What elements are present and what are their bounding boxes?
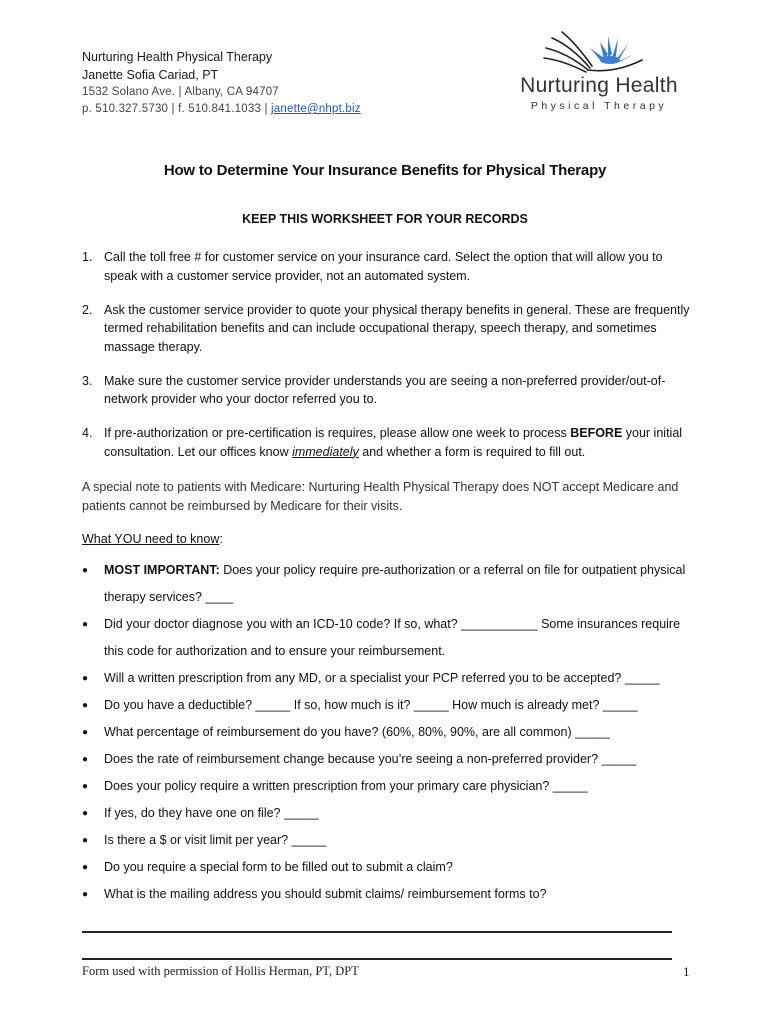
footer-credit: Form used with permission of Hollis Herman, PT, DPT xyxy=(82,964,359,978)
bullet-icon: ● xyxy=(82,565,89,576)
list-item-text: Does the rate of reimbursement change because you’re seeing a non-preferred provider? _____ xyxy=(104,752,637,766)
practice-address: 1532 Solano Ave. | Albany, CA 94707 xyxy=(82,86,279,98)
step-emphasis: immediately xyxy=(292,444,359,459)
heading-text: What YOU need to know xyxy=(82,532,220,546)
bullet-icon: ● xyxy=(82,781,89,792)
list-item xyxy=(82,881,692,908)
list-item xyxy=(82,746,692,773)
list-item xyxy=(82,692,692,719)
list-item xyxy=(82,800,692,827)
step-text-part: your initial consultation. Let our offices know xyxy=(104,426,683,459)
step-text-part: If pre-authorization or pre-certification is requires, please allow one week to process xyxy=(104,426,571,440)
list-item-part: Does your policy require pre-authorization or a referral on file for outpatient physical therapy services? ____ xyxy=(104,563,686,604)
practice-name: Nurturing Health Physical Therapy xyxy=(82,50,273,64)
step-text xyxy=(104,424,692,461)
contact-line xyxy=(82,101,361,118)
step-text: Make sure the customer service provider understands you are seeing a non-preferred provider/out-of-network provider who your doctor referred you to. xyxy=(104,373,666,406)
logo xyxy=(508,30,688,116)
step-text: Ask the customer service provider to quote your physical therapy benefits in general. These are frequently termed rehabilitation benefits and can include occupational therapy, speech therapy, and sometimes massage therapy. xyxy=(104,302,690,354)
step-number: 1. xyxy=(82,250,93,264)
medicare-note: A special note to patients with Medicare: Nurturing Health Physical Therapy does NOT accept Medicare and patients cannot be reimbursed by Medicare for their visits. xyxy=(82,480,679,513)
lotus-hand-icon xyxy=(542,30,646,74)
step-text-part: and whether a form is required to fill out. xyxy=(358,444,586,459)
therapist-name: Janette Sofia Cariad, PT xyxy=(82,68,219,82)
bullet-icon: ● xyxy=(82,862,89,873)
list-item xyxy=(82,773,692,800)
step-number: 2. xyxy=(82,302,93,317)
list-item-text: Does your policy require a written prescription from your primary care physician? _____ xyxy=(104,779,588,793)
list-item xyxy=(82,611,692,665)
footer-divider xyxy=(82,958,672,960)
step-number: 4. xyxy=(82,426,93,440)
list-item-text: If yes, do they have one on file? _____ xyxy=(104,806,319,820)
list-item xyxy=(82,557,692,611)
document-title: How to Determine Your Insurance Benefits for Physical Therapy xyxy=(163,162,607,179)
list-item xyxy=(82,719,692,746)
what-you-need-heading: What YOU need to know: xyxy=(82,532,223,546)
step-item xyxy=(82,372,692,409)
list-item xyxy=(82,854,692,881)
step-text: Call the toll free # for customer service on your insurance card. Select the option that will allow you to speak with a customer service provider, not an automated system. xyxy=(104,250,663,283)
checklist xyxy=(82,557,692,908)
list-item-text: Do you require a special form to be filled out to submit a claim? xyxy=(104,860,453,874)
email-link[interactable]: janette@nhpt.biz xyxy=(271,103,361,115)
list-item xyxy=(82,827,692,854)
bullet-icon: ● xyxy=(82,673,89,684)
list-item-text: Is there a $ or visit limit per year? _____ xyxy=(104,833,327,847)
list-item-text: What percentage of reimbursement do you have? (60%, 80%, 90%, are all common) _____ xyxy=(104,725,610,739)
list-item-text: Do you have a deductible? _____ If so, how much is it? _____ How much is already met? _____ xyxy=(104,698,638,712)
practice-header xyxy=(82,48,361,118)
list-item-text: Did your doctor diagnose you with an ICD-10 code? If so, what? ___________ Some insurances require this code for authorization and to ensure your reimbursement. xyxy=(104,617,681,658)
list-item-text: Will a written prescription from any MD, or a specialist your PCP referred you to be accepted? _____ xyxy=(104,671,660,685)
page-number: 1 xyxy=(683,964,690,979)
keep-notice: KEEP THIS WORKSHEET FOR YOUR RECORDS xyxy=(242,212,528,226)
bullet-icon: ● xyxy=(82,808,89,819)
bullet-icon: ● xyxy=(82,754,89,765)
step-item xyxy=(82,424,692,461)
bullet-icon: ● xyxy=(82,889,89,900)
list-item-text xyxy=(104,557,692,611)
answer-line xyxy=(82,931,672,933)
step-item xyxy=(82,248,692,285)
step-item xyxy=(82,301,692,357)
bullet-icon: ● xyxy=(82,835,89,846)
logo-name: Nurturing Health xyxy=(520,74,678,97)
step-number: 3. xyxy=(82,373,93,388)
bullet-icon: ● xyxy=(82,727,89,738)
phone-fax: p. 510.327.5730 | f. 510.841.1033 | xyxy=(82,103,272,115)
bullet-icon: ● xyxy=(82,619,89,630)
bullet-icon: ● xyxy=(82,700,89,711)
list-item-text: What is the mailing address you should submit claims/ reimbursement forms to? xyxy=(104,887,547,901)
step-bold: BEFORE xyxy=(570,426,623,440)
list-item-bold: MOST IMPORTANT: xyxy=(104,563,220,577)
logo-tagline: Physical Therapy xyxy=(530,100,668,112)
steps-list xyxy=(82,248,692,477)
list-item xyxy=(82,665,692,692)
